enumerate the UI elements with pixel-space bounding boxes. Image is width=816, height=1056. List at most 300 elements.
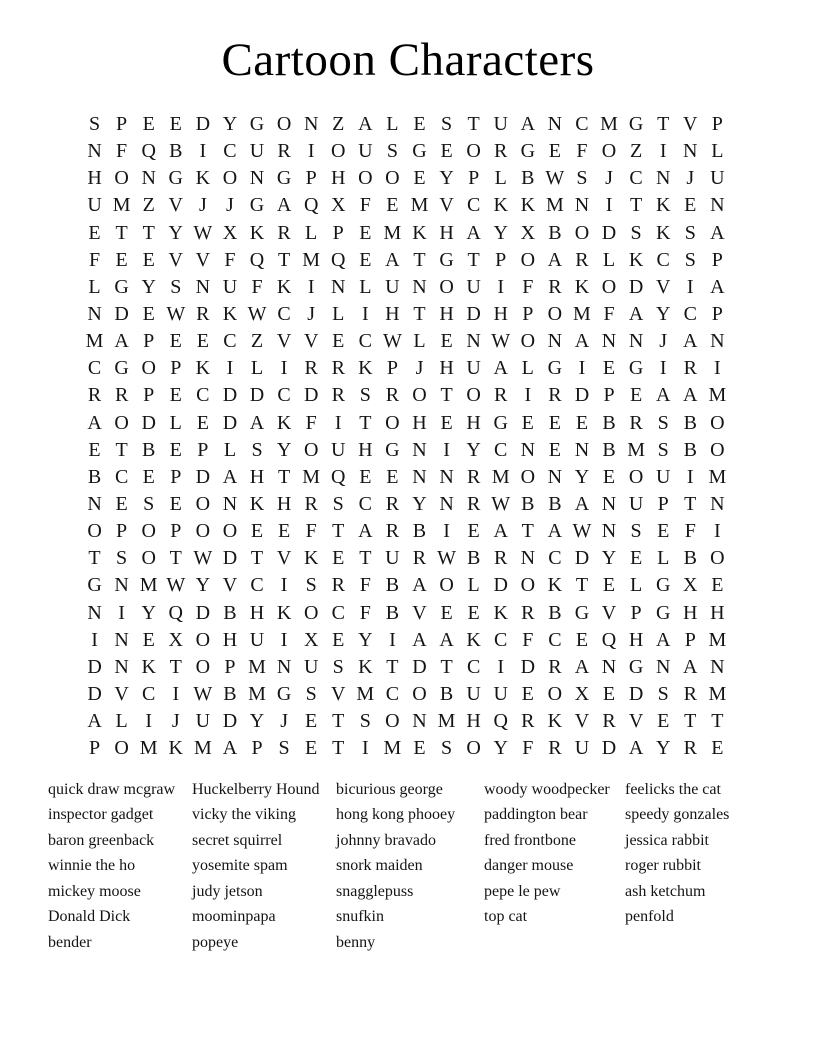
grid-letter: J bbox=[171, 710, 180, 733]
grid-letter: E bbox=[88, 438, 101, 461]
grid-letter: Y bbox=[655, 302, 671, 325]
grid-letter: N bbox=[520, 438, 536, 461]
grid-letter: E bbox=[711, 574, 724, 597]
grid-letter: Z bbox=[332, 113, 345, 135]
grid-letter: H bbox=[493, 302, 508, 325]
grid-letter: O bbox=[601, 275, 617, 298]
grid-letter: U bbox=[574, 737, 590, 760]
grid-letter: T bbox=[711, 710, 724, 733]
grid-letter: W bbox=[572, 520, 592, 543]
grid-letter: B bbox=[439, 682, 454, 705]
grid-letter: R bbox=[304, 357, 318, 380]
grid-letter: O bbox=[222, 520, 238, 543]
grid-letter: N bbox=[87, 601, 102, 624]
grid-letter: W bbox=[193, 547, 213, 570]
grid-letter: I bbox=[714, 520, 721, 543]
grid-letter: H bbox=[249, 465, 265, 488]
grid-letter: S bbox=[657, 411, 669, 434]
grid-letter: B bbox=[385, 601, 400, 624]
grid-letter: O bbox=[601, 140, 617, 163]
grid-letter: H bbox=[358, 438, 373, 461]
grid-letter: E bbox=[548, 411, 561, 434]
page-title: Cartoon Characters bbox=[221, 34, 595, 86]
grid-letter: P bbox=[88, 737, 101, 760]
grid-letter: A bbox=[412, 574, 427, 597]
word-list-item: fred frontbone bbox=[484, 831, 576, 849]
grid-letter: L bbox=[467, 574, 480, 597]
grid-letter: C bbox=[277, 384, 291, 407]
grid-letter: C bbox=[494, 628, 508, 651]
grid-letter: T bbox=[115, 221, 128, 244]
grid-letter: V bbox=[276, 547, 292, 570]
grid-letter: X bbox=[520, 221, 536, 244]
grid-letter: O bbox=[710, 411, 725, 434]
grid-letter: T bbox=[359, 411, 372, 434]
grid-letter: D bbox=[222, 411, 238, 434]
grid-letter: L bbox=[88, 275, 101, 298]
grid-letter: T bbox=[142, 221, 155, 244]
grid-letter: O bbox=[412, 682, 427, 705]
grid-letter: A bbox=[87, 710, 102, 733]
grid-letter: A bbox=[358, 520, 373, 543]
grid-letter: N bbox=[439, 492, 454, 515]
grid-letter: N bbox=[683, 140, 698, 163]
grid-letter: S bbox=[440, 113, 453, 135]
grid-letter: D bbox=[222, 384, 238, 407]
grid-letter: W bbox=[491, 492, 511, 515]
grid-letter: E bbox=[440, 140, 453, 163]
grid-letter: U bbox=[710, 167, 725, 190]
grid-letter: J bbox=[686, 167, 695, 190]
word-list-item: moominpapa bbox=[192, 908, 276, 926]
grid-letter: N bbox=[87, 302, 102, 325]
grid-letter: A bbox=[385, 248, 400, 271]
grid-letter: O bbox=[331, 140, 346, 163]
grid-letter: U bbox=[195, 710, 211, 733]
grid-letter: G bbox=[655, 601, 671, 624]
grid-letter: E bbox=[440, 411, 453, 434]
grid-letter: T bbox=[684, 710, 697, 733]
grid-letter: F bbox=[224, 248, 236, 271]
grid-letter: M bbox=[139, 737, 158, 760]
grid-letter: N bbox=[547, 465, 563, 488]
grid-letter: U bbox=[249, 628, 265, 651]
grid-letter: M bbox=[708, 682, 727, 705]
grid-letter: I bbox=[686, 275, 694, 298]
grid-letter: D bbox=[574, 384, 590, 407]
grid-row bbox=[81, 735, 731, 762]
grid-letter: H bbox=[439, 302, 454, 325]
grid-letter: F bbox=[359, 194, 371, 217]
grid-letter: M bbox=[708, 465, 727, 488]
grid-letter: N bbox=[114, 628, 129, 651]
grid-letter: S bbox=[332, 655, 344, 678]
grid-letter: S bbox=[657, 438, 669, 461]
grid-letter: R bbox=[466, 465, 481, 488]
grid-letter: T bbox=[575, 574, 589, 597]
grid-letter: Y bbox=[168, 221, 183, 244]
grid-letter: E bbox=[142, 113, 155, 135]
grid-letter: H bbox=[331, 167, 346, 190]
grid-letter: E bbox=[142, 248, 155, 271]
grid-letter: T bbox=[467, 113, 480, 135]
grid-letter: I bbox=[443, 520, 450, 543]
grid-letter: N bbox=[601, 520, 617, 543]
grid-row bbox=[81, 491, 731, 518]
grid-letter: M bbox=[85, 330, 104, 353]
grid-letter: R bbox=[331, 357, 345, 380]
grid-letter: A bbox=[466, 221, 481, 244]
word-list-item: snork maiden bbox=[336, 857, 423, 875]
grid-letter: Q bbox=[331, 465, 346, 488]
word-list-item: judy jetson bbox=[192, 882, 263, 900]
grid-letter: V bbox=[222, 574, 238, 597]
grid-letter: E bbox=[250, 520, 264, 543]
grid-letter: N bbox=[114, 655, 129, 678]
grid-letter: M bbox=[573, 302, 591, 325]
grid-letter: E bbox=[521, 411, 534, 434]
grid-letter: R bbox=[331, 574, 345, 597]
grid-letter: H bbox=[710, 601, 725, 624]
grid-letter: T bbox=[413, 248, 426, 271]
grid-letter: U bbox=[385, 547, 400, 570]
grid-letter: K bbox=[574, 275, 590, 298]
word-list-item: bicurious george bbox=[336, 781, 443, 798]
grid-letter: V bbox=[439, 194, 454, 217]
grid-letter: S bbox=[305, 682, 317, 705]
grid-row bbox=[81, 437, 731, 464]
word-list-item: inspector gadget bbox=[48, 806, 154, 824]
grid-letter: G bbox=[168, 167, 183, 190]
grid-letter: E bbox=[115, 492, 128, 515]
grid-letter: S bbox=[576, 167, 588, 190]
grid-letter: S bbox=[278, 737, 290, 760]
grid-letter: D bbox=[601, 221, 617, 244]
grid-letter: O bbox=[141, 547, 156, 570]
grid-letter: G bbox=[114, 357, 129, 380]
grid-letter: K bbox=[249, 492, 265, 515]
grid-letter: J bbox=[415, 357, 424, 380]
grid-letter: S bbox=[684, 248, 696, 271]
grid-letter: K bbox=[547, 574, 563, 597]
grid-letter: A bbox=[412, 628, 427, 651]
grid-letter: H bbox=[412, 411, 427, 434]
grid-letter: S bbox=[630, 520, 642, 543]
grid-letter: U bbox=[493, 113, 508, 135]
grid-letter: O bbox=[439, 574, 454, 597]
grid-letter: M bbox=[248, 655, 266, 678]
grid-letter: Y bbox=[249, 710, 265, 733]
grid-letter: X bbox=[683, 574, 698, 597]
grid-letter: R bbox=[548, 737, 562, 760]
grid-letter: P bbox=[305, 167, 317, 190]
grid-letter: B bbox=[548, 492, 562, 515]
grid-letter: F bbox=[522, 628, 534, 651]
grid-letter: L bbox=[629, 574, 643, 597]
grid-letter: E bbox=[386, 465, 399, 488]
grid-letter: D bbox=[493, 574, 508, 597]
grid-letter: E bbox=[115, 248, 128, 271]
grid-letter: K bbox=[493, 194, 508, 217]
grid-letter: K bbox=[520, 194, 536, 217]
grid-letter: S bbox=[143, 492, 155, 515]
grid-letter: L bbox=[386, 113, 399, 135]
grid-letter: P bbox=[711, 302, 723, 325]
grid-letter: P bbox=[197, 438, 209, 461]
grid-letter: O bbox=[141, 520, 156, 543]
word-list-item: Donald Dick bbox=[48, 908, 131, 926]
grid-letter: G bbox=[493, 411, 508, 434]
grid-letter: T bbox=[115, 438, 128, 461]
word-list-item: johnny bravado bbox=[336, 831, 436, 849]
grid-letter: G bbox=[439, 248, 454, 271]
grid-letter: E bbox=[413, 737, 426, 760]
grid-letter: T bbox=[413, 302, 426, 325]
grid-letter: E bbox=[332, 330, 345, 353]
grid-letter: O bbox=[520, 465, 536, 488]
grid-letter: R bbox=[385, 492, 400, 515]
grid-letter: C bbox=[196, 384, 210, 407]
grid-letter: G bbox=[547, 357, 563, 380]
grid-letter: L bbox=[413, 330, 426, 353]
grid-letter: E bbox=[332, 628, 345, 651]
grid-letter: P bbox=[630, 601, 642, 624]
grid-letter: V bbox=[683, 113, 698, 135]
grid-letter: P bbox=[711, 113, 723, 135]
word-list-item: woody woodpecker bbox=[484, 781, 610, 798]
grid-letter: X bbox=[303, 628, 319, 651]
grid-letter: M bbox=[356, 682, 375, 705]
word-list-item: paddington bear bbox=[484, 806, 588, 824]
grid-letter: E bbox=[169, 330, 182, 353]
grid-letter: R bbox=[548, 384, 562, 407]
grid-letter: E bbox=[440, 601, 453, 624]
grid-letter: I bbox=[659, 357, 667, 380]
grid-letter: A bbox=[628, 737, 644, 760]
grid-letter: B bbox=[683, 438, 697, 461]
grid-letter: V bbox=[601, 601, 617, 624]
grid-letter: E bbox=[684, 194, 697, 217]
grid-letter: O bbox=[466, 384, 481, 407]
grid-letter: T bbox=[88, 547, 101, 570]
grid-letter: G bbox=[276, 682, 292, 705]
grid-letter: Z bbox=[250, 330, 264, 353]
grid-letter: S bbox=[170, 275, 182, 298]
grid-letter: E bbox=[332, 547, 345, 570]
grid-letter: T bbox=[169, 655, 182, 678]
grid-letter: U bbox=[466, 682, 481, 705]
grid-letter: Q bbox=[601, 628, 617, 651]
grid-letter: K bbox=[655, 221, 671, 244]
grid-letter: I bbox=[524, 384, 532, 407]
grid-letter: A bbox=[439, 628, 454, 651]
grid-letter: A bbox=[683, 655, 698, 678]
grid-letter: M bbox=[491, 465, 510, 488]
grid-letter: X bbox=[168, 628, 183, 651]
grid-letter: D bbox=[87, 682, 102, 705]
grid-letter: H bbox=[628, 628, 644, 651]
grid-letter: O bbox=[412, 384, 427, 407]
word-list-item: quick draw mcgraw bbox=[48, 781, 176, 798]
grid-letter: L bbox=[305, 221, 318, 244]
grid-letter: I bbox=[307, 140, 315, 163]
grid-letter: B bbox=[466, 547, 481, 570]
grid-letter: N bbox=[547, 113, 563, 135]
grid-letter: V bbox=[168, 248, 183, 271]
grid-letter: A bbox=[547, 248, 563, 271]
grid-letter: A bbox=[114, 330, 129, 353]
grid-letter: K bbox=[493, 601, 508, 624]
grid-letter: T bbox=[386, 655, 399, 678]
word-list-item: pepe le pew bbox=[484, 882, 561, 900]
grid-letter: E bbox=[657, 710, 670, 733]
grid-letter: A bbox=[547, 520, 563, 543]
grid-letter: F bbox=[251, 275, 263, 298]
grid-letter: C bbox=[358, 330, 372, 353]
grid-letter: O bbox=[114, 167, 129, 190]
grid-letter: N bbox=[520, 547, 536, 570]
grid-letter: O bbox=[385, 411, 400, 434]
word-list-item: hong kong phooey bbox=[336, 806, 456, 824]
word-list-item: secret squirrel bbox=[192, 831, 283, 849]
grid-letter: D bbox=[412, 655, 427, 678]
grid-letter: C bbox=[223, 330, 237, 353]
word-list-item: vicky the viking bbox=[192, 806, 296, 824]
grid-letter: B bbox=[142, 438, 156, 461]
grid-letter: E bbox=[467, 520, 480, 543]
grid-letter: O bbox=[87, 520, 102, 543]
grid-letter: O bbox=[195, 655, 211, 678]
grid-letter: O bbox=[385, 710, 400, 733]
grid-letter: E bbox=[602, 682, 616, 705]
grid-row bbox=[81, 518, 731, 545]
grid-letter: W bbox=[437, 547, 456, 570]
grid-letter: D bbox=[601, 737, 617, 760]
grid-letter: O bbox=[520, 248, 536, 271]
grid-letter: I bbox=[578, 357, 586, 380]
grid-letter: R bbox=[277, 140, 291, 163]
grid-letter: O bbox=[141, 357, 156, 380]
grid-letter: A bbox=[628, 302, 644, 325]
grid-letter: T bbox=[277, 465, 291, 488]
grid-letter: D bbox=[222, 547, 238, 570]
grid-letter: R bbox=[277, 221, 291, 244]
grid-letter: D bbox=[520, 655, 536, 678]
grid-letter: V bbox=[168, 194, 183, 217]
grid-letter: N bbox=[655, 655, 671, 678]
grid-letter: O bbox=[303, 601, 319, 624]
grid-letter: P bbox=[143, 384, 155, 407]
grid-letter: R bbox=[87, 384, 102, 407]
word-list-item: penfold bbox=[625, 908, 674, 926]
grid-letter: R bbox=[521, 710, 535, 733]
grid-letter: C bbox=[466, 194, 481, 217]
grid-letter: M bbox=[302, 465, 321, 488]
grid-letter: P bbox=[332, 221, 344, 244]
grid-letter: H bbox=[466, 411, 481, 434]
grid-letter: K bbox=[358, 655, 373, 678]
grid-letter: M bbox=[437, 710, 456, 733]
grid-letter: N bbox=[574, 194, 590, 217]
grid-letter: C bbox=[575, 113, 589, 135]
grid-letter: G bbox=[249, 194, 265, 217]
grid-letter: F bbox=[305, 411, 317, 434]
grid-letter: E bbox=[657, 520, 670, 543]
grid-letter: P bbox=[170, 520, 182, 543]
grid-letter: J bbox=[307, 302, 316, 325]
grid-letter: E bbox=[548, 140, 561, 163]
grid-letter: B bbox=[223, 682, 237, 705]
grid-letter: P bbox=[468, 167, 480, 190]
grid-letter: N bbox=[412, 438, 427, 461]
grid-letter: N bbox=[574, 438, 590, 461]
grid-letter: C bbox=[223, 140, 237, 163]
grid-letter: E bbox=[142, 302, 155, 325]
grid-letter: G bbox=[628, 113, 644, 135]
grid-letter: L bbox=[494, 167, 507, 190]
grid-letter: I bbox=[280, 357, 288, 380]
grid-letter: Y bbox=[601, 547, 617, 570]
grid-letter: R bbox=[494, 140, 508, 163]
grid-letter: K bbox=[412, 221, 427, 244]
grid-letter: Y bbox=[493, 221, 508, 244]
grid-letter: V bbox=[276, 330, 292, 353]
grid-letter: K bbox=[141, 655, 156, 678]
grid-row bbox=[81, 681, 731, 708]
grid-letter: Q bbox=[303, 194, 319, 217]
grid-letter: Y bbox=[439, 167, 454, 190]
grid-letter: I bbox=[389, 628, 396, 651]
grid-letter: D bbox=[87, 655, 102, 678]
grid-letter: K bbox=[466, 628, 481, 651]
grid-letter: E bbox=[629, 384, 643, 407]
grid-letter: D bbox=[574, 547, 590, 570]
grid-letter: R bbox=[602, 710, 616, 733]
word-list-item: snagglepuss bbox=[336, 882, 414, 900]
grid-row bbox=[81, 545, 731, 572]
grid-letter: D bbox=[303, 384, 319, 407]
grid-letter: N bbox=[710, 330, 725, 353]
grid-letter: W bbox=[193, 682, 213, 705]
grid-letter: E bbox=[602, 357, 616, 380]
grid-letter: N bbox=[331, 275, 346, 298]
grid-letter: H bbox=[276, 492, 292, 515]
grid-letter: S bbox=[305, 574, 317, 597]
grid-letter: S bbox=[332, 492, 344, 515]
grid-letter: D bbox=[195, 601, 211, 624]
grid-letter: C bbox=[277, 302, 291, 325]
grid-letter: F bbox=[522, 737, 534, 760]
grid-letter: O bbox=[710, 438, 725, 461]
grid-letter: I bbox=[361, 302, 369, 325]
grid-letter: T bbox=[332, 520, 345, 543]
grid-letter: Y bbox=[412, 492, 427, 515]
grid-letter: T bbox=[277, 248, 291, 271]
grid-letter: G bbox=[628, 655, 644, 678]
grid-letter: G bbox=[249, 113, 265, 135]
grid-letter: R bbox=[196, 302, 210, 325]
grid-letter: R bbox=[683, 682, 697, 705]
grid-letter: N bbox=[412, 465, 427, 488]
grid-letter: O bbox=[114, 737, 129, 760]
grid-letter: Y bbox=[141, 275, 156, 298]
grid-letter: A bbox=[574, 655, 590, 678]
grid-letter: Y bbox=[141, 601, 156, 624]
grid-letter: B bbox=[223, 601, 237, 624]
grid-letter: V bbox=[655, 275, 671, 298]
grid-letter: Y bbox=[655, 737, 671, 760]
grid-letter: I bbox=[686, 465, 694, 488]
